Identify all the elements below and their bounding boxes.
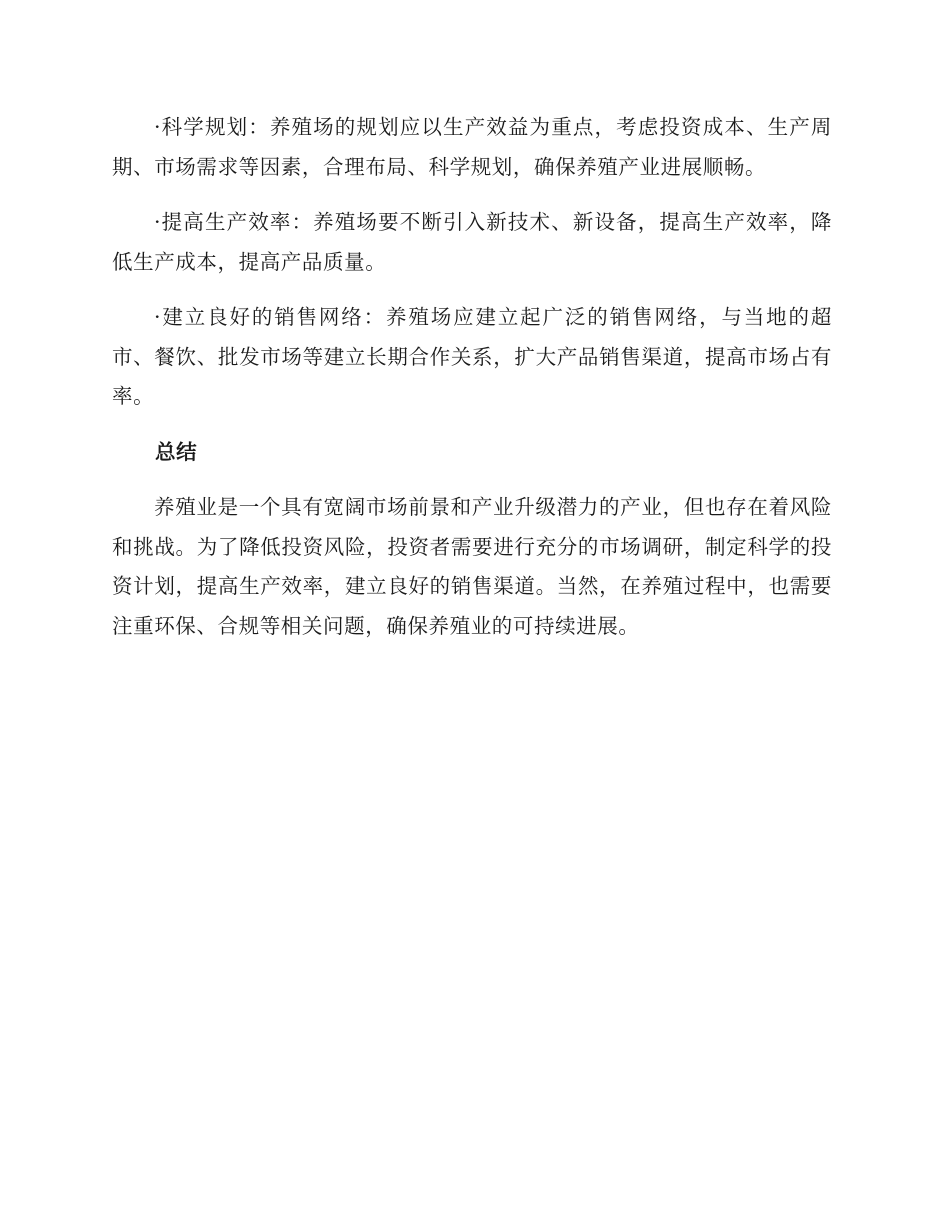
bullet-item-efficiency: ·提高生产效率：养殖场要不断引入新技术、新设备，提高生产效率，降低生产成本，提高产品质量。 [112,210,832,274]
summary-paragraph: 养殖业是一个具有宽阔市场前景和产业升级潜力的产业，但也存在着风险和挑战。为了降低投资风险，投资者需要进行充分的市场调研，制定科学的投资计划，提高生产效率，建立良好的销售渠道。当然，在养殖过程中，也需要注重环保、合规等相关问题，确保养殖业的可持续进展。 [112,495,832,638]
bullet-item-planning: ·科学规划：养殖场的规划应以生产效益为重点，考虑投资成本、生产周期、市场需求等因素，合理布局、科学规划，确保养殖产业进展顺畅。 [112,115,832,179]
bullet-item-sales-network: ·建立良好的销售网络：养殖场应建立起广泛的销售网络，与当地的超市、餐饮、批发市场等建立长期合作关系，扩大产品销售渠道，提高市场占有率。 [112,305,832,408]
summary-heading: 总结 [155,439,198,464]
document-page [112,108,832,646]
